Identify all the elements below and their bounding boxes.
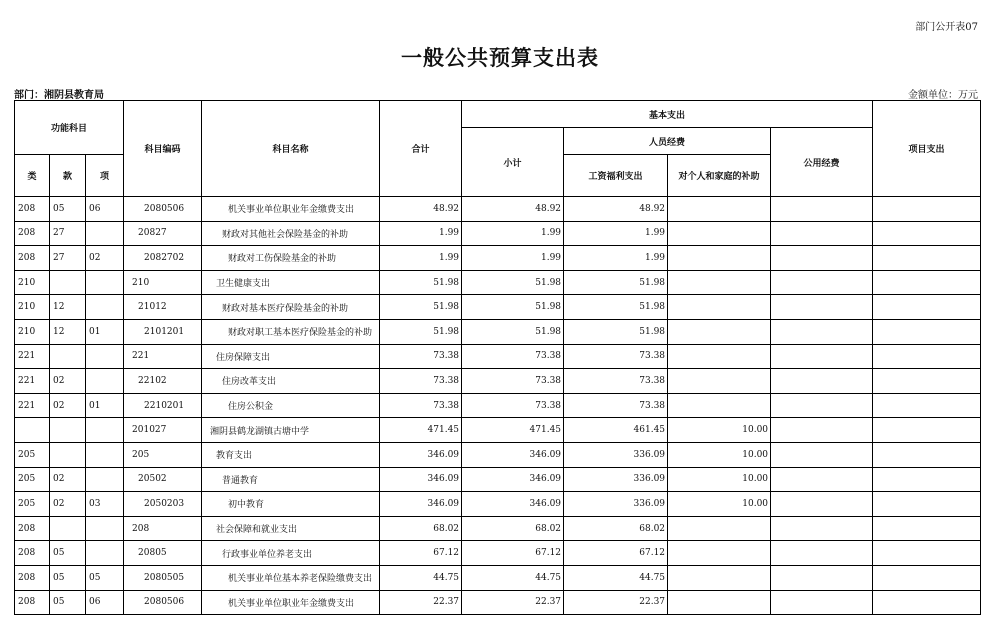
table-row xyxy=(15,197,981,222)
cell-subtotal: 68.02 xyxy=(462,516,564,541)
cell-subject-code: 2210201 xyxy=(124,393,202,418)
cell-kuan: 02 xyxy=(50,393,86,418)
table-row xyxy=(15,221,981,246)
cell-kuan xyxy=(50,442,86,467)
table-row xyxy=(15,369,981,394)
cell-subtotal: 73.38 xyxy=(462,369,564,394)
cell-family-subsidy xyxy=(668,197,771,222)
cell-lei: 208 xyxy=(15,541,50,566)
cell-subject-code: 20502 xyxy=(124,467,202,492)
header-family-subsidy: 对个人和家庭的补助 xyxy=(668,155,771,197)
cell-family-subsidy xyxy=(668,221,771,246)
cell-salary-welfare: 68.02 xyxy=(564,516,668,541)
cell-subtotal: 346.09 xyxy=(462,442,564,467)
header-subtotal: 小计 xyxy=(462,128,564,197)
cell-subject-code: 2080506 xyxy=(124,590,202,615)
table-body xyxy=(15,197,981,615)
cell-project-expenditure xyxy=(873,418,981,443)
cell-xiang xyxy=(86,221,124,246)
cell-subject-name: 机关事业单位基本养老保险缴费支出 xyxy=(202,565,380,590)
cell-family-subsidy: 10.00 xyxy=(668,418,771,443)
cell-subtotal: 51.98 xyxy=(462,295,564,320)
cell-project-expenditure xyxy=(873,541,981,566)
cell-subtotal: 44.75 xyxy=(462,565,564,590)
header-salary-welfare: 工资福利支出 xyxy=(564,155,668,197)
cell-project-expenditure xyxy=(873,565,981,590)
cell-project-expenditure xyxy=(873,270,981,295)
cell-salary-welfare: 51.98 xyxy=(564,319,668,344)
department-label: 部门：湘阴县教育局 xyxy=(14,90,104,101)
cell-project-expenditure xyxy=(873,221,981,246)
cell-salary-welfare: 44.75 xyxy=(564,565,668,590)
cell-public-funds xyxy=(771,246,873,271)
header-basic-expenditure: 基本支出 xyxy=(462,101,873,128)
table-row xyxy=(15,467,981,492)
cell-subject-name: 湘阴县鹤龙湖镇古塘中学 xyxy=(202,418,380,443)
header-personnel: 人员经费 xyxy=(564,128,771,155)
header-subject-name: 科目名称 xyxy=(202,101,380,197)
cell-salary-welfare: 73.38 xyxy=(564,393,668,418)
cell-family-subsidy xyxy=(668,369,771,394)
cell-kuan: 02 xyxy=(50,369,86,394)
cell-salary-welfare: 22.37 xyxy=(564,590,668,615)
cell-subject-code: 210 xyxy=(124,270,202,295)
cell-family-subsidy xyxy=(668,565,771,590)
header-subject-code: 科目编码 xyxy=(124,101,202,197)
cell-family-subsidy xyxy=(668,393,771,418)
cell-subject-name: 住房公积金 xyxy=(202,393,380,418)
table-row xyxy=(15,393,981,418)
cell-public-funds xyxy=(771,319,873,344)
cell-public-funds xyxy=(771,516,873,541)
cell-lei: 208 xyxy=(15,590,50,615)
cell-total: 73.38 xyxy=(380,393,462,418)
cell-lei: 208 xyxy=(15,221,50,246)
cell-xiang: 03 xyxy=(86,492,124,517)
table-row xyxy=(15,492,981,517)
table-row xyxy=(15,344,981,369)
cell-total: 22.37 xyxy=(380,590,462,615)
cell-salary-welfare: 73.38 xyxy=(564,369,668,394)
header-xiang: 项 xyxy=(86,155,124,197)
cell-xiang: 06 xyxy=(86,197,124,222)
cell-subject-name: 住房保障支出 xyxy=(202,344,380,369)
cell-subject-code: 21012 xyxy=(124,295,202,320)
cell-total: 346.09 xyxy=(380,467,462,492)
cell-xiang xyxy=(86,344,124,369)
cell-subject-code: 221 xyxy=(124,344,202,369)
cell-subject-name: 机关事业单位职业年金缴费支出 xyxy=(202,197,380,222)
cell-salary-welfare: 336.09 xyxy=(564,492,668,517)
cell-family-subsidy xyxy=(668,246,771,271)
table-row xyxy=(15,246,981,271)
cell-lei: 205 xyxy=(15,442,50,467)
cell-project-expenditure xyxy=(873,492,981,517)
cell-salary-welfare: 51.98 xyxy=(564,270,668,295)
cell-total: 68.02 xyxy=(380,516,462,541)
cell-kuan: 05 xyxy=(50,197,86,222)
cell-subject-code: 208 xyxy=(124,516,202,541)
unit-label: 金额单位：万元 xyxy=(908,90,978,101)
cell-total: 51.98 xyxy=(380,319,462,344)
cell-lei: 208 xyxy=(15,565,50,590)
cell-salary-welfare: 51.98 xyxy=(564,295,668,320)
cell-xiang xyxy=(86,442,124,467)
header-kuan: 款 xyxy=(50,155,86,197)
cell-total: 48.92 xyxy=(380,197,462,222)
cell-lei: 208 xyxy=(15,197,50,222)
cell-total: 51.98 xyxy=(380,295,462,320)
cell-xiang: 02 xyxy=(86,246,124,271)
cell-subtotal: 346.09 xyxy=(462,492,564,517)
cell-lei: 210 xyxy=(15,295,50,320)
cell-public-funds xyxy=(771,270,873,295)
cell-kuan: 05 xyxy=(50,590,86,615)
cell-public-funds xyxy=(771,221,873,246)
cell-family-subsidy: 10.00 xyxy=(668,467,771,492)
cell-total: 346.09 xyxy=(380,492,462,517)
cell-project-expenditure xyxy=(873,442,981,467)
cell-subject-name: 财政对职工基本医疗保险基金的补助 xyxy=(202,319,380,344)
cell-public-funds xyxy=(771,590,873,615)
table-number-label: 部门公开表07 xyxy=(915,22,978,33)
cell-total: 67.12 xyxy=(380,541,462,566)
cell-project-expenditure xyxy=(873,344,981,369)
cell-family-subsidy: 10.00 xyxy=(668,442,771,467)
cell-public-funds xyxy=(771,197,873,222)
table-row xyxy=(15,590,981,615)
header-function-subject: 功能科目 xyxy=(15,101,124,155)
cell-kuan: 05 xyxy=(50,565,86,590)
cell-subtotal: 1.99 xyxy=(462,221,564,246)
cell-total: 44.75 xyxy=(380,565,462,590)
table-row xyxy=(15,295,981,320)
cell-subject-name: 住房改革支出 xyxy=(202,369,380,394)
cell-xiang xyxy=(86,541,124,566)
cell-salary-welfare: 1.99 xyxy=(564,221,668,246)
cell-family-subsidy xyxy=(668,590,771,615)
cell-kuan: 27 xyxy=(50,246,86,271)
budget-table xyxy=(14,100,981,615)
table-row xyxy=(15,541,981,566)
cell-xiang xyxy=(86,369,124,394)
cell-lei: 221 xyxy=(15,369,50,394)
header-project-expenditure: 项目支出 xyxy=(873,101,981,197)
cell-project-expenditure xyxy=(873,295,981,320)
cell-subject-code: 2101201 xyxy=(124,319,202,344)
cell-salary-welfare: 336.09 xyxy=(564,467,668,492)
cell-family-subsidy xyxy=(668,541,771,566)
cell-kuan xyxy=(50,344,86,369)
cell-xiang xyxy=(86,270,124,295)
cell-xiang xyxy=(86,295,124,320)
cell-subject-code: 22102 xyxy=(124,369,202,394)
cell-public-funds xyxy=(771,344,873,369)
cell-salary-welfare: 73.38 xyxy=(564,344,668,369)
cell-public-funds xyxy=(771,492,873,517)
cell-project-expenditure xyxy=(873,590,981,615)
cell-xiang: 01 xyxy=(86,393,124,418)
cell-total: 73.38 xyxy=(380,344,462,369)
cell-project-expenditure xyxy=(873,319,981,344)
cell-subject-code: 20805 xyxy=(124,541,202,566)
cell-subject-code: 20827 xyxy=(124,221,202,246)
cell-subject-name: 行政事业单位养老支出 xyxy=(202,541,380,566)
cell-lei: 208 xyxy=(15,516,50,541)
cell-subtotal: 346.09 xyxy=(462,467,564,492)
cell-subject-code: 2080506 xyxy=(124,197,202,222)
cell-subtotal: 51.98 xyxy=(462,270,564,295)
table-row xyxy=(15,270,981,295)
cell-total: 73.38 xyxy=(380,369,462,394)
cell-subtotal: 67.12 xyxy=(462,541,564,566)
cell-kuan: 12 xyxy=(50,295,86,320)
cell-family-subsidy: 10.00 xyxy=(668,492,771,517)
cell-subject-name: 财政对工伤保险基金的补助 xyxy=(202,246,380,271)
table-row xyxy=(15,319,981,344)
cell-salary-welfare: 336.09 xyxy=(564,442,668,467)
cell-subject-code: 205 xyxy=(124,442,202,467)
header-total: 合计 xyxy=(380,101,462,197)
cell-lei: 221 xyxy=(15,344,50,369)
cell-kuan xyxy=(50,270,86,295)
cell-subtotal: 73.38 xyxy=(462,344,564,369)
cell-xiang xyxy=(86,418,124,443)
table-row xyxy=(15,442,981,467)
cell-subtotal: 51.98 xyxy=(462,319,564,344)
cell-public-funds xyxy=(771,295,873,320)
cell-salary-welfare: 48.92 xyxy=(564,197,668,222)
cell-project-expenditure xyxy=(873,516,981,541)
cell-subject-name: 教育支出 xyxy=(202,442,380,467)
table-row xyxy=(15,418,981,443)
cell-public-funds xyxy=(771,442,873,467)
cell-family-subsidy xyxy=(668,270,771,295)
cell-lei: 210 xyxy=(15,319,50,344)
cell-xiang xyxy=(86,516,124,541)
page-title: 一般公共预算支出表 xyxy=(401,45,599,70)
header-public-funds: 公用经费 xyxy=(771,128,873,197)
cell-family-subsidy xyxy=(668,344,771,369)
cell-total: 1.99 xyxy=(380,221,462,246)
cell-project-expenditure xyxy=(873,393,981,418)
cell-total: 346.09 xyxy=(380,442,462,467)
cell-salary-welfare: 1.99 xyxy=(564,246,668,271)
cell-lei: 205 xyxy=(15,492,50,517)
cell-total: 471.45 xyxy=(380,418,462,443)
cell-family-subsidy xyxy=(668,319,771,344)
cell-total: 51.98 xyxy=(380,270,462,295)
cell-public-funds xyxy=(771,467,873,492)
cell-subtotal: 471.45 xyxy=(462,418,564,443)
cell-subtotal: 22.37 xyxy=(462,590,564,615)
cell-family-subsidy xyxy=(668,295,771,320)
header-lei: 类 xyxy=(15,155,50,197)
cell-xiang: 01 xyxy=(86,319,124,344)
cell-subject-code: 2082702 xyxy=(124,246,202,271)
cell-subject-name: 卫生健康支出 xyxy=(202,270,380,295)
cell-kuan: 02 xyxy=(50,467,86,492)
cell-project-expenditure xyxy=(873,467,981,492)
cell-lei: 205 xyxy=(15,467,50,492)
cell-public-funds xyxy=(771,541,873,566)
cell-subject-name: 财政对基本医疗保险基金的补助 xyxy=(202,295,380,320)
cell-subject-name: 普通教育 xyxy=(202,467,380,492)
cell-kuan xyxy=(50,418,86,443)
cell-total: 1.99 xyxy=(380,246,462,271)
cell-project-expenditure xyxy=(873,369,981,394)
cell-lei xyxy=(15,418,50,443)
table-row xyxy=(15,565,981,590)
cell-kuan: 02 xyxy=(50,492,86,517)
cell-kuan xyxy=(50,516,86,541)
cell-family-subsidy xyxy=(668,516,771,541)
cell-lei: 208 xyxy=(15,246,50,271)
cell-subject-code: 201027 xyxy=(124,418,202,443)
cell-subject-name: 财政对其他社会保险基金的补助 xyxy=(202,221,380,246)
cell-kuan: 12 xyxy=(50,319,86,344)
cell-xiang xyxy=(86,467,124,492)
cell-project-expenditure xyxy=(873,246,981,271)
cell-subtotal: 1.99 xyxy=(462,246,564,271)
cell-subject-name: 社会保障和就业支出 xyxy=(202,516,380,541)
cell-lei: 221 xyxy=(15,393,50,418)
cell-kuan: 05 xyxy=(50,541,86,566)
cell-lei: 210 xyxy=(15,270,50,295)
cell-xiang: 06 xyxy=(86,590,124,615)
table-row xyxy=(15,516,981,541)
cell-public-funds xyxy=(771,369,873,394)
cell-kuan: 27 xyxy=(50,221,86,246)
cell-subtotal: 73.38 xyxy=(462,393,564,418)
cell-project-expenditure xyxy=(873,197,981,222)
cell-public-funds xyxy=(771,393,873,418)
cell-public-funds xyxy=(771,418,873,443)
cell-subject-name: 初中教育 xyxy=(202,492,380,517)
cell-salary-welfare: 67.12 xyxy=(564,541,668,566)
cell-subject-name: 机关事业单位职业年金缴费支出 xyxy=(202,590,380,615)
cell-subject-code: 2080505 xyxy=(124,565,202,590)
cell-public-funds xyxy=(771,565,873,590)
cell-xiang: 05 xyxy=(86,565,124,590)
cell-salary-welfare: 461.45 xyxy=(564,418,668,443)
cell-subject-code: 2050203 xyxy=(124,492,202,517)
cell-subtotal: 48.92 xyxy=(462,197,564,222)
